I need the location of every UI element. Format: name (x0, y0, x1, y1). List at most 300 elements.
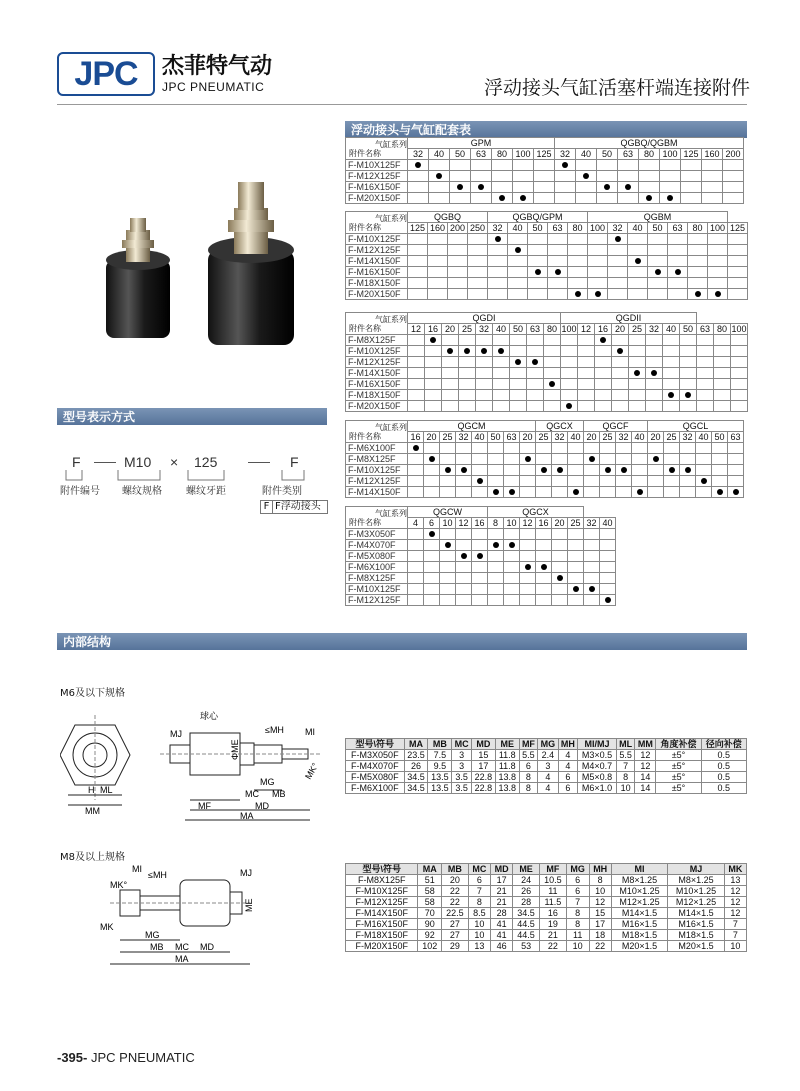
bore-size-header: 25 (664, 432, 680, 443)
match-cell (471, 160, 492, 171)
match-dot (415, 162, 421, 168)
match-cell (544, 335, 561, 346)
table-row (346, 267, 748, 278)
match-cell (668, 289, 688, 300)
table-cell: F-M8X125F (346, 875, 418, 886)
table-row (346, 234, 748, 245)
bore-size-header: 40 (663, 324, 680, 335)
table-cell: 15 (589, 908, 611, 919)
table-row (346, 182, 744, 193)
table-cell: 12 (724, 886, 746, 897)
match-cell (584, 562, 600, 573)
column-header: ML (616, 739, 635, 750)
table-cell: F-M4X070F (346, 761, 405, 772)
bore-size-header: 100 (561, 323, 577, 334)
table-cell: 8 (566, 919, 589, 930)
bore-size-header: 40 (600, 518, 616, 529)
match-cell (608, 289, 628, 300)
match-cell (714, 368, 731, 379)
match-cell (440, 443, 456, 454)
match-cell (459, 379, 476, 390)
table-cell: 23.5 (404, 750, 428, 761)
match-cell (648, 454, 664, 465)
match-cell (663, 357, 680, 368)
accessory-name: F-M20X150F (346, 193, 408, 204)
table-cell: 12 (635, 761, 656, 772)
accessory-name: F-M12X125F (346, 245, 408, 256)
column-header: MA (404, 739, 428, 750)
match-cell (681, 182, 702, 193)
match-dot (562, 162, 568, 168)
match-cell (424, 573, 440, 584)
table-row (346, 357, 748, 368)
accessory-name: F-M10X125F (346, 234, 408, 245)
dim-label-mj: MJ (170, 729, 182, 739)
table-cell: 29 (442, 941, 469, 952)
bore-size-header: 63 (728, 432, 744, 443)
bore-size-header: 40 (429, 149, 450, 160)
accessory-name: F-M6X100F (346, 562, 408, 573)
match-cell (568, 529, 584, 540)
match-cell (450, 171, 471, 182)
match-table (345, 137, 744, 204)
match-cell (612, 357, 629, 368)
table-cell: 28 (490, 908, 512, 919)
match-cell (688, 234, 708, 245)
match-cell (697, 368, 714, 379)
table-cell: 58 (418, 886, 442, 897)
match-cell (561, 357, 578, 368)
match-cell (536, 584, 552, 595)
table-cell: M12×1.25 (668, 897, 724, 908)
table-cell: 34.5 (404, 772, 428, 783)
match-cell (440, 487, 456, 498)
match-cell (456, 443, 472, 454)
table-cell: F-M5X080F (346, 772, 405, 783)
column-header: MA (418, 864, 442, 875)
match-cell (578, 357, 595, 368)
bore-size-header: 16 (472, 518, 488, 529)
corner-series-label: 气缸系列 (375, 314, 407, 324)
match-cell (459, 401, 476, 412)
match-cell (488, 443, 504, 454)
match-cell (612, 368, 629, 379)
match-cell (600, 562, 616, 573)
table-row (346, 551, 616, 562)
table-cell: 0.5 (701, 750, 746, 761)
bore-size-header: 16 (595, 324, 612, 335)
match-cell (448, 278, 468, 289)
table-cell: ±5° (656, 750, 701, 761)
match-cell (708, 234, 728, 245)
match-cell (504, 562, 520, 573)
table-row (346, 368, 748, 379)
match-cell (527, 390, 544, 401)
dim-label-mj: MJ (240, 868, 252, 878)
match-cell (632, 443, 648, 454)
match-cell (608, 267, 628, 278)
match-cell (536, 465, 552, 476)
table-row (346, 443, 744, 454)
match-cell (425, 379, 442, 390)
match-cell (648, 443, 664, 454)
table-row (346, 193, 744, 204)
table-cell: M18×1.5 (668, 930, 724, 941)
match-cell (472, 476, 488, 487)
match-cell (504, 540, 520, 551)
table-row (346, 761, 747, 772)
match-cell (459, 357, 476, 368)
match-cell (408, 379, 425, 390)
bore-size-header: 40 (628, 223, 648, 234)
match-cell (488, 289, 508, 300)
table-cell: 22 (589, 941, 611, 952)
bore-size-header: 125 (681, 149, 702, 160)
match-dot (621, 467, 627, 473)
match-cell (639, 171, 660, 182)
page-number: -395- (57, 1050, 88, 1065)
table-cell: 10 (468, 930, 490, 941)
match-cell (712, 487, 728, 498)
table-cell: 7 (566, 897, 589, 908)
match-cell (648, 289, 668, 300)
series-group-header: QGDII (561, 313, 697, 324)
table-cell: 4 (558, 750, 578, 761)
match-cell (429, 193, 450, 204)
table-cell: 8 (616, 772, 635, 783)
bore-size-header: 40 (576, 149, 597, 160)
table-cell: 10 (724, 941, 746, 952)
bore-size-header: 12 (408, 324, 425, 335)
table-cell: 27 (442, 930, 469, 941)
accessory-name: F-M18X150F (346, 278, 408, 289)
match-cell (450, 160, 471, 171)
match-cell (680, 357, 697, 368)
match-dot (595, 291, 601, 297)
dim-label-me: ME (244, 898, 254, 912)
match-cell (595, 368, 612, 379)
table-cell: F-M3X050F (346, 750, 405, 761)
match-cell (728, 267, 748, 278)
match-cell (488, 234, 508, 245)
match-cell (680, 465, 696, 476)
table-cell: 10 (616, 783, 635, 794)
match-cell (459, 335, 476, 346)
match-dot (669, 467, 675, 473)
table-cell: 11.8 (495, 750, 519, 761)
bore-size-header: 20 (442, 324, 459, 335)
match-cell (588, 245, 608, 256)
match-cell (608, 256, 628, 267)
match-cell (527, 335, 544, 346)
column-header: MI (611, 864, 667, 875)
corner-cell (346, 313, 408, 335)
match-cell (513, 182, 534, 193)
match-dot (481, 348, 487, 354)
match-cell (472, 573, 488, 584)
match-dot (637, 489, 643, 495)
match-cell (528, 289, 548, 300)
match-cell (618, 193, 639, 204)
bore-size-header: 125 (408, 223, 428, 234)
match-cell (552, 562, 568, 573)
match-cell (595, 379, 612, 390)
match-cell (408, 465, 424, 476)
match-dot (498, 348, 504, 354)
match-dot (685, 467, 691, 473)
match-cell (629, 346, 646, 357)
match-dot (634, 370, 640, 376)
match-cell (728, 476, 744, 487)
match-dot (541, 564, 547, 570)
series-group-header: QGCX (536, 421, 584, 432)
series-group-header: QGBQ/GPM (488, 212, 588, 223)
code-dash (94, 462, 116, 463)
table-cell: 11.5 (539, 897, 566, 908)
table-row (346, 529, 616, 540)
match-cell (548, 289, 568, 300)
brand-name-en: JPC PNEUMATIC (162, 80, 265, 94)
match-cell (476, 346, 493, 357)
bore-size-header: 12 (456, 518, 472, 529)
match-cell (723, 171, 744, 182)
dim-label-h: H (88, 785, 95, 795)
match-cell (408, 346, 425, 357)
accessory-name: F-M12X125F (346, 595, 408, 606)
match-cell (552, 465, 568, 476)
match-cell (472, 529, 488, 540)
match-table (345, 211, 748, 300)
match-cell (544, 401, 561, 412)
match-cell (476, 368, 493, 379)
match-cell (504, 443, 520, 454)
match-cell (510, 401, 527, 412)
match-cell (408, 390, 425, 401)
match-cell (442, 390, 459, 401)
match-dot (525, 456, 531, 462)
match-cell (714, 390, 731, 401)
match-cell (442, 357, 459, 368)
match-cell (425, 357, 442, 368)
table-row (346, 171, 744, 182)
match-cell (697, 357, 714, 368)
match-cell (440, 454, 456, 465)
match-cell (728, 443, 744, 454)
table-cell: 6 (558, 783, 578, 794)
bore-size-header: 50 (450, 149, 471, 160)
match-cell (459, 390, 476, 401)
table-cell: F-M20X150F (346, 941, 418, 952)
match-cell (714, 401, 731, 412)
match-cell (510, 368, 527, 379)
match-cell (520, 584, 536, 595)
table-row (346, 390, 748, 401)
match-cell (561, 335, 578, 346)
table-row (346, 160, 744, 171)
match-cell (488, 573, 504, 584)
match-cell (442, 335, 459, 346)
match-dot (566, 403, 572, 409)
match-cell (629, 335, 646, 346)
match-cell (629, 390, 646, 401)
table-cell: M14×1.5 (668, 908, 724, 919)
table-row (346, 919, 747, 930)
table-cell: 11 (539, 886, 566, 897)
match-cell (568, 551, 584, 562)
bore-size-header: 80 (492, 149, 513, 160)
match-cell (712, 476, 728, 487)
match-cell (408, 357, 425, 368)
column-header: MM (635, 739, 656, 750)
match-cell (408, 234, 428, 245)
match-cell (548, 267, 568, 278)
table-cell: 5.5 (616, 750, 635, 761)
match-cell (472, 443, 488, 454)
table-cell: M3×0.5 (578, 750, 617, 761)
match-cell (408, 529, 424, 540)
table-cell: 24 (513, 875, 540, 886)
table-row (346, 256, 748, 267)
match-cell (488, 278, 508, 289)
table-cell: 41 (490, 919, 512, 930)
bore-size-header: 8 (488, 518, 504, 529)
table-cell: 13 (724, 875, 746, 886)
match-cell (508, 245, 528, 256)
match-dot (615, 236, 621, 242)
match-cell (488, 476, 504, 487)
match-cell (628, 234, 648, 245)
match-cell (680, 390, 697, 401)
match-cell (663, 346, 680, 357)
accessory-name: F-M12X125F (346, 476, 408, 487)
accessory-name: F-M3X050F (346, 529, 408, 540)
match-cell (476, 401, 493, 412)
code-part-thread: M10 (124, 454, 152, 470)
match-cell (629, 357, 646, 368)
match-cell (488, 529, 504, 540)
match-cell (568, 465, 584, 476)
match-cell (608, 278, 628, 289)
match-cell (618, 171, 639, 182)
match-dot (695, 291, 701, 297)
match-cell (440, 562, 456, 573)
match-cell (568, 562, 584, 573)
match-cell (536, 595, 552, 606)
match-cell (408, 267, 428, 278)
match-dot (573, 489, 579, 495)
dim-label-md: MD (255, 801, 269, 811)
match-cell (680, 443, 696, 454)
match-cell (584, 529, 600, 540)
match-cell (508, 289, 528, 300)
match-cell (629, 379, 646, 390)
table-cell: 34.5 (404, 783, 428, 794)
match-cell (568, 573, 584, 584)
table-cell: 46 (490, 941, 512, 952)
match-cell (723, 160, 744, 171)
table-cell: 15 (472, 750, 496, 761)
match-cell (428, 234, 448, 245)
table-cell: M4×0.7 (578, 761, 617, 772)
match-cell (472, 595, 488, 606)
match-cell (552, 487, 568, 498)
match-dot (447, 348, 453, 354)
match-cell (731, 368, 748, 379)
table-cell: 22 (539, 941, 566, 952)
match-dot (701, 478, 707, 484)
table-cell: M8×1.25 (611, 875, 667, 886)
table-cell: 10 (566, 941, 589, 952)
bore-size-header: 200 (448, 223, 468, 234)
table-cell: M20×1.5 (668, 941, 724, 952)
dim-label-mi: MI (132, 864, 142, 874)
match-cell (628, 267, 648, 278)
match-cell (440, 540, 456, 551)
match-cell (680, 335, 697, 346)
match-cell (456, 551, 472, 562)
table-cell: 44.5 (513, 930, 540, 941)
match-cell (663, 379, 680, 390)
match-cell (639, 160, 660, 171)
match-cell (588, 289, 608, 300)
match-cell (408, 289, 428, 300)
table-cell: ±5° (656, 772, 701, 783)
match-cell (472, 551, 488, 562)
match-cell (584, 595, 600, 606)
table-cell: 6 (566, 875, 589, 886)
table-cell: 4 (558, 761, 578, 772)
table-cell: 26 (513, 886, 540, 897)
table-cell: 3 (452, 750, 472, 761)
table-cell: 7 (724, 930, 746, 941)
accessory-name: F-M14X150F (346, 256, 408, 267)
match-cell (488, 540, 504, 551)
dim-label-mm: MM (85, 806, 100, 816)
table-row (346, 595, 616, 606)
table-cell: 11 (566, 930, 589, 941)
match-cell (504, 595, 520, 606)
match-cell (536, 443, 552, 454)
table-cell: F-M10X125F (346, 886, 418, 897)
match-cell (728, 278, 748, 289)
match-cell (536, 487, 552, 498)
bore-size-header: 12 (578, 324, 595, 335)
match-cell (534, 182, 555, 193)
match-cell (448, 245, 468, 256)
label-accessory-no: 附件编号 (60, 486, 100, 497)
table-cell: 13.5 (428, 783, 452, 794)
match-dot (583, 173, 589, 179)
match-cell (408, 256, 428, 267)
match-dot (464, 348, 470, 354)
table-cell: F-M12X125F (346, 897, 418, 908)
match-cell (424, 562, 440, 573)
match-cell (688, 256, 708, 267)
match-cell (504, 454, 520, 465)
match-cell (584, 487, 600, 498)
table-cell: 14 (635, 783, 656, 794)
match-cell (408, 335, 425, 346)
match-cell (520, 476, 536, 487)
match-cell (600, 551, 616, 562)
match-cell (488, 465, 504, 476)
match-cell (488, 562, 504, 573)
match-cell (456, 540, 472, 551)
model-code-header: 型号表示方式 (57, 408, 327, 425)
match-cell (632, 465, 648, 476)
corner-accessory-label: 附件名称 (349, 517, 381, 527)
bore-size-header: 40 (493, 324, 510, 335)
